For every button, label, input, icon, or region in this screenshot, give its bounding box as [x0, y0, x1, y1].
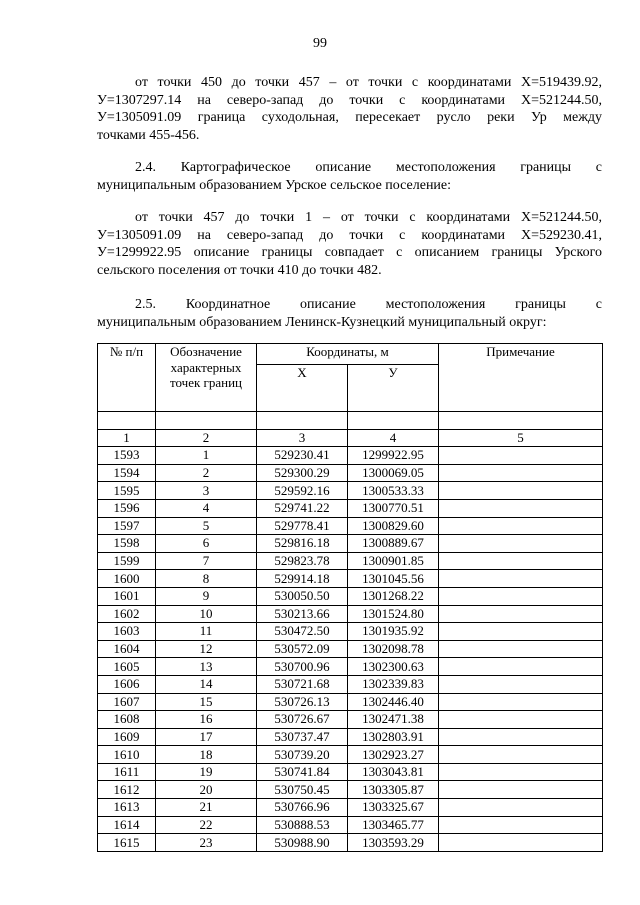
- cell-row-number: 1608: [98, 711, 156, 729]
- cell-note: [439, 552, 603, 570]
- column-number-row: [98, 429, 603, 447]
- cell-point-designation: 15: [156, 693, 257, 711]
- cell-x-coordinate: 529816.18: [257, 535, 348, 553]
- page-number: 99: [313, 36, 327, 51]
- cell-point-designation: 6: [156, 535, 257, 553]
- table-row: [98, 552, 603, 570]
- cell-note: [439, 587, 603, 605]
- cell-note: [439, 535, 603, 553]
- cell-point-designation: 14: [156, 675, 257, 693]
- table-row: [98, 482, 603, 500]
- cell-x-coordinate: 530766.96: [257, 799, 348, 817]
- cell-x-coordinate: 530988.90: [257, 834, 348, 852]
- table-row: [98, 658, 603, 676]
- table-row: [98, 728, 603, 746]
- cell-row-number: 1607: [98, 693, 156, 711]
- header-y: У: [348, 365, 439, 412]
- table-row: [98, 570, 603, 588]
- paragraph-line: сельского поселения от точки 410 до точки 482.: [97, 262, 382, 278]
- cell-point-designation: 17: [156, 728, 257, 746]
- cell-y-coordinate: 1300889.67: [348, 535, 439, 553]
- cell-point-designation: 19: [156, 763, 257, 781]
- cell-row-number: 1598: [98, 535, 156, 553]
- cell-note: [439, 799, 603, 817]
- cell-note: [439, 658, 603, 676]
- header-gap-row: [98, 412, 603, 430]
- cell-y-coordinate: 1303325.67: [348, 799, 439, 817]
- cell-row-number: 1606: [98, 675, 156, 693]
- cell-point-designation: 3: [156, 482, 257, 500]
- cell-y-coordinate: 1302098.78: [348, 640, 439, 658]
- cell-x-coordinate: 530726.67: [257, 711, 348, 729]
- header-note: Примечание: [439, 344, 603, 412]
- table-row: [98, 711, 603, 729]
- paragraph-line: У=1305091.09 на северо-запад до точки с координатами X=529230.41,: [97, 227, 602, 243]
- cell-y-coordinate: 1301045.56: [348, 570, 439, 588]
- cell-point-designation: 8: [156, 570, 257, 588]
- cell-row-number: 1599: [98, 552, 156, 570]
- cell-y-coordinate: 1300069.05: [348, 464, 439, 482]
- cell-row-number: 1611: [98, 763, 156, 781]
- cell-x-coordinate: 530472.50: [257, 623, 348, 641]
- cell-point-designation: 13: [156, 658, 257, 676]
- cell-y-coordinate: 1302446.40: [348, 693, 439, 711]
- paragraph-line: муниципальным образованием Урское сельское поселение:: [97, 177, 452, 193]
- column-number: 3: [257, 429, 348, 447]
- cell-y-coordinate: 1301935.92: [348, 623, 439, 641]
- cell-row-number: 1612: [98, 781, 156, 799]
- column-number: 2: [156, 429, 257, 447]
- table-row: [98, 834, 603, 852]
- cell-row-number: 1604: [98, 640, 156, 658]
- table-row: [98, 693, 603, 711]
- cell-note: [439, 834, 603, 852]
- cell-point-designation: 11: [156, 623, 257, 641]
- table-row: [98, 587, 603, 605]
- cell-row-number: 1597: [98, 517, 156, 535]
- cell-y-coordinate: 1300901.85: [348, 552, 439, 570]
- cell-point-designation: 23: [156, 834, 257, 852]
- cell-row-number: 1600: [98, 570, 156, 588]
- cell-note: [439, 499, 603, 517]
- cell-row-number: 1615: [98, 834, 156, 852]
- section-heading-2-4: [97, 159, 602, 194]
- cell-x-coordinate: 529592.16: [257, 482, 348, 500]
- cell-y-coordinate: 1303465.77: [348, 816, 439, 834]
- table-row: [98, 746, 603, 764]
- table-row: [98, 623, 603, 641]
- cell-note: [439, 517, 603, 535]
- cell-y-coordinate: 1303593.29: [348, 834, 439, 852]
- cell-row-number: 1605: [98, 658, 156, 676]
- column-number: 5: [439, 429, 603, 447]
- table-row: [98, 763, 603, 781]
- cell-point-designation: 5: [156, 517, 257, 535]
- paragraph-line: 2.5. Координатное описание местоположения границы с: [135, 297, 602, 312]
- cell-note: [439, 781, 603, 799]
- column-number: 4: [348, 429, 439, 447]
- cell-x-coordinate: 530726.13: [257, 693, 348, 711]
- table-row: [98, 816, 603, 834]
- cell-row-number: 1594: [98, 464, 156, 482]
- cell-point-designation: 9: [156, 587, 257, 605]
- cell-y-coordinate: 1302471.38: [348, 711, 439, 729]
- table-row: [98, 517, 603, 535]
- cell-x-coordinate: 530737.47: [257, 728, 348, 746]
- cell-x-coordinate: 530572.09: [257, 640, 348, 658]
- cell-point-designation: 7: [156, 552, 257, 570]
- cell-point-designation: 1: [156, 447, 257, 465]
- table-row: [98, 781, 603, 799]
- cell-row-number: 1609: [98, 728, 156, 746]
- cell-point-designation: 4: [156, 499, 257, 517]
- column-number: 1: [98, 429, 156, 447]
- coordinates-table: [97, 343, 603, 852]
- paragraph-line: точками 455-456.: [97, 127, 200, 143]
- header-num: № п/п: [98, 344, 156, 412]
- cell-y-coordinate: 1300829.60: [348, 517, 439, 535]
- cell-x-coordinate: 529778.41: [257, 517, 348, 535]
- cell-x-coordinate: 529914.18: [257, 570, 348, 588]
- cell-point-designation: 16: [156, 711, 257, 729]
- cell-x-coordinate: 529300.29: [257, 464, 348, 482]
- cell-note: [439, 693, 603, 711]
- cell-note: [439, 711, 603, 729]
- cell-note: [439, 482, 603, 500]
- cell-y-coordinate: 1302339.83: [348, 675, 439, 693]
- cell-x-coordinate: 529823.78: [257, 552, 348, 570]
- table-row: [98, 464, 603, 482]
- cell-row-number: 1596: [98, 499, 156, 517]
- cell-x-coordinate: 529230.41: [257, 447, 348, 465]
- cell-point-designation: 22: [156, 816, 257, 834]
- paragraph-boundary-450-457: [97, 74, 602, 144]
- cell-x-coordinate: 530213.66: [257, 605, 348, 623]
- header-coordinates: Координаты, м: [257, 344, 439, 365]
- section-heading-2-5: [97, 296, 602, 331]
- cell-row-number: 1595: [98, 482, 156, 500]
- cell-point-designation: 12: [156, 640, 257, 658]
- cell-x-coordinate: 529741.22: [257, 499, 348, 517]
- cell-note: [439, 640, 603, 658]
- cell-x-coordinate: 530700.96: [257, 658, 348, 676]
- cell-note: [439, 816, 603, 834]
- cell-note: [439, 675, 603, 693]
- paragraph-line: от точки 450 до точки 457 – от точки с координатами X=519439.92,: [135, 75, 602, 90]
- table-row: [98, 447, 603, 465]
- cell-note: [439, 763, 603, 781]
- cell-y-coordinate: 1302803.91: [348, 728, 439, 746]
- cell-row-number: 1603: [98, 623, 156, 641]
- cell-note: [439, 464, 603, 482]
- cell-point-designation: 2: [156, 464, 257, 482]
- cell-x-coordinate: 530888.53: [257, 816, 348, 834]
- cell-x-coordinate: 530741.84: [257, 763, 348, 781]
- cell-x-coordinate: 530721.68: [257, 675, 348, 693]
- cell-x-coordinate: 530739.20: [257, 746, 348, 764]
- cell-row-number: 1593: [98, 447, 156, 465]
- cell-x-coordinate: 530050.50: [257, 587, 348, 605]
- cell-row-number: 1610: [98, 746, 156, 764]
- cell-note: [439, 570, 603, 588]
- cell-point-designation: 18: [156, 746, 257, 764]
- cell-note: [439, 447, 603, 465]
- cell-point-designation: 21: [156, 799, 257, 817]
- cell-point-designation: 10: [156, 605, 257, 623]
- cell-y-coordinate: 1303305.87: [348, 781, 439, 799]
- cell-row-number: 1601: [98, 587, 156, 605]
- table-row: [98, 535, 603, 553]
- table-row: [98, 799, 603, 817]
- paragraph-boundary-457-1: [97, 209, 602, 279]
- table-row: [98, 675, 603, 693]
- cell-row-number: 1602: [98, 605, 156, 623]
- cell-point-designation: 20: [156, 781, 257, 799]
- cell-y-coordinate: 1303043.81: [348, 763, 439, 781]
- table-row: [98, 605, 603, 623]
- paragraph-line: 2.4. Картографическое описание местоположения границы с: [135, 160, 602, 175]
- cell-y-coordinate: 1301268.22: [348, 587, 439, 605]
- cell-note: [439, 746, 603, 764]
- cell-y-coordinate: 1300770.51: [348, 499, 439, 517]
- paragraph-line: У=1299922.95 описание границы совпадает с описанием границы Урского: [97, 245, 602, 260]
- cell-y-coordinate: 1301524.80: [348, 605, 439, 623]
- cell-note: [439, 728, 603, 746]
- cell-y-coordinate: 1302300.63: [348, 658, 439, 676]
- cell-y-coordinate: 1302923.27: [348, 746, 439, 764]
- paragraph-line: У=1307297.14 на северо-запад до точки с координатами X=521244.50,: [97, 92, 602, 108]
- cell-note: [439, 605, 603, 623]
- paragraph-line: муниципальным образованием Ленинск-Кузнецкий муниципальный округ:: [97, 314, 547, 330]
- table-row: [98, 640, 603, 658]
- table-row: [98, 499, 603, 517]
- cell-y-coordinate: 1299922.95: [348, 447, 439, 465]
- paragraph-line: от точки 457 до точки 1 – от точки с координатами X=521244.50,: [135, 210, 602, 225]
- cell-x-coordinate: 530750.45: [257, 781, 348, 799]
- cell-y-coordinate: 1300533.33: [348, 482, 439, 500]
- cell-row-number: 1613: [98, 799, 156, 817]
- paragraph-line: У=1305091.09 граница суходольная, пересекает русло реки Ур между: [97, 110, 602, 125]
- cell-note: [439, 623, 603, 641]
- cell-row-number: 1614: [98, 816, 156, 834]
- header-designation: Обозначение характерных точек границ: [156, 344, 257, 412]
- header-x: X: [257, 365, 348, 412]
